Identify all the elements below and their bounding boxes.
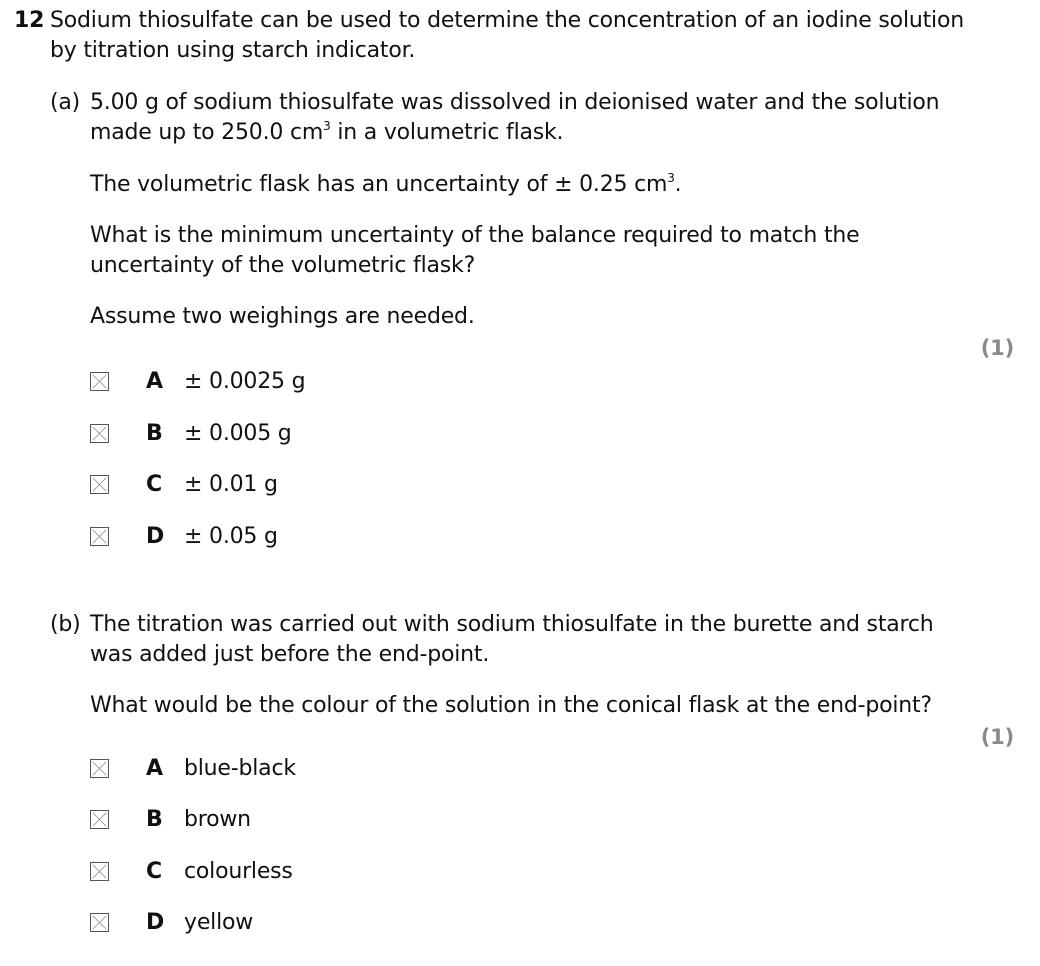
part-a-marks: (1) xyxy=(980,336,1014,360)
cross-box-icon xyxy=(91,425,108,442)
part-a-line-2: made up to 250.0 $cm^3$ in a volumetric flask. xyxy=(90,119,564,145)
checkbox-b-option-a[interactable] xyxy=(90,759,109,778)
option-letter: D xyxy=(146,910,165,935)
option-letter: A xyxy=(146,369,163,394)
option-text: ± 0.05 g xyxy=(184,524,278,549)
option-letter: C xyxy=(146,859,162,884)
cross-box-icon xyxy=(91,863,108,880)
part-a-assumption: Assume two weighings are needed. xyxy=(90,304,475,329)
cross-box-icon xyxy=(91,811,108,828)
option-text: brown xyxy=(184,807,251,832)
part-b-marks: (1) xyxy=(980,725,1014,749)
cross-box-icon xyxy=(91,914,108,931)
part-b-question: What would be the colour of the solution in the conical flask at the end-point? xyxy=(90,693,932,718)
option-text: blue-black xyxy=(184,756,296,781)
part-b-line-2: was added just before the end-point. xyxy=(90,642,490,667)
part-a-question-line-2: uncertainty of the volumetric flask? xyxy=(90,253,476,278)
option-text: yellow xyxy=(184,910,254,935)
checkbox-a-option-b[interactable] xyxy=(90,424,109,443)
option-letter: B xyxy=(146,807,163,832)
option-text: ± 0.005 g xyxy=(184,421,292,446)
part-a-question-line-1: What is the minimum uncertainty of the balance required to match the xyxy=(90,223,860,248)
cross-box-icon xyxy=(91,373,108,390)
part-a-label: (a) xyxy=(50,90,81,115)
cross-box-icon xyxy=(91,528,108,545)
option-text: ± 0.01 g xyxy=(184,472,278,497)
option-text: colourless xyxy=(184,859,293,884)
question-stem-line-1: Sodium thiosulfate can be used to determine the concentration of an iodine solution xyxy=(50,8,964,33)
part-a-line-1: 5.00 g of sodium thiosulfate was dissolved in deionised water and the solution xyxy=(90,90,940,115)
part-a-flask-uncertainty: The volumetric flask has an uncertainty of ± 0.25 $cm^3$. xyxy=(90,171,682,197)
checkbox-a-option-c[interactable] xyxy=(90,475,109,494)
option-letter: C xyxy=(146,472,162,497)
cross-box-icon xyxy=(91,760,108,777)
checkbox-b-option-c[interactable] xyxy=(90,862,109,881)
question-number: 12 xyxy=(14,8,45,33)
option-letter: A xyxy=(146,756,163,781)
checkbox-b-option-d[interactable] xyxy=(90,913,109,932)
checkbox-a-option-a[interactable] xyxy=(90,372,109,391)
question-stem-line-2: by titration using starch indicator. xyxy=(50,38,416,63)
cross-box-icon xyxy=(91,476,108,493)
checkbox-b-option-b[interactable] xyxy=(90,810,109,829)
option-text: ± 0.0025 g xyxy=(184,369,306,394)
option-letter: B xyxy=(146,421,163,446)
part-b-line-1: The titration was carried out with sodium thiosulfate in the burette and starch xyxy=(90,612,934,637)
part-b-label: (b) xyxy=(50,612,81,637)
checkbox-a-option-d[interactable] xyxy=(90,527,109,546)
option-letter: D xyxy=(146,524,165,549)
